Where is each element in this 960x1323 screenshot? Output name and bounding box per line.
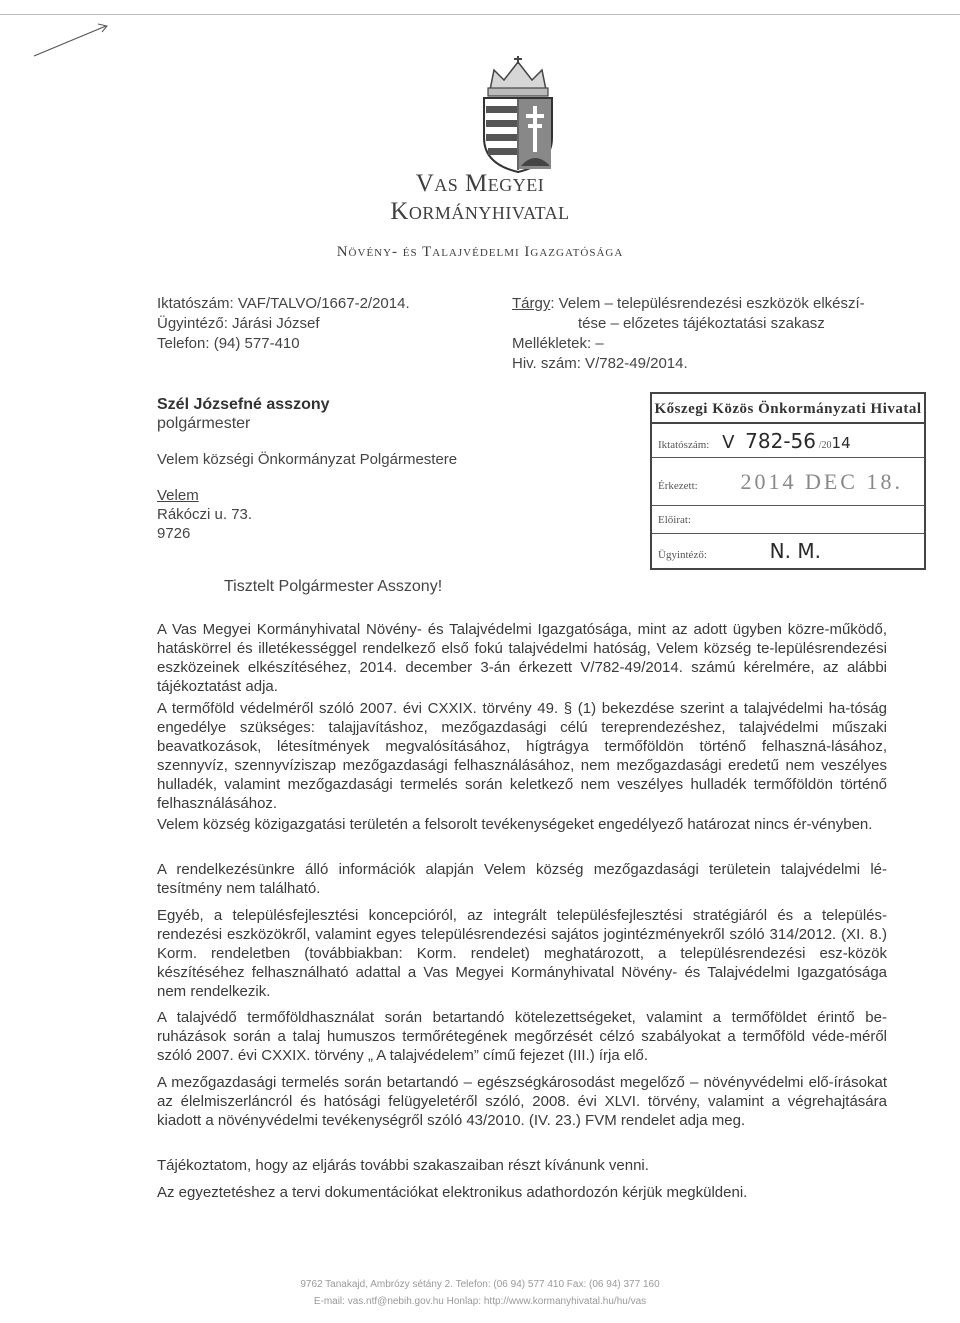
addressee-office: Velem községi Önkormányzat Polgármestere: [157, 451, 458, 468]
paragraph-2: A termőföld védelméről szóló 2007. évi CXXIX. törvény 49. § (1) bekezdése szerint a talajvédelmi ha-tóság engedélye szükséges: talajjavításhoz, mezőgazdasági célú tereprendezéshez, talajvédelmi műszaki beavatkozások, létesítmények megvalósításához, hígtrágya termőföldön történő felhaszná-lásához, szennyvíz, szennyvíziszap mezőgazdasági felhasználásához, nem mezőgazdasági eredetű nem veszélyes hulladék, valamint mezőgazdasági termelés során keletkező nem veszélyes hulladék termőföldön történő felhasználásához.: [157, 700, 887, 812]
paragraph-8: Tájékoztatom, hogy az eljárás további szakaszaiban részt kívánunk venni.: [157, 1157, 649, 1174]
salutation: Tisztelt Polgármester Asszony!: [224, 578, 443, 595]
telefon: Telefon: (94) 577-410: [157, 335, 300, 352]
paragraph-6: A talajvédő termőföldhasználat során betartandó kötelezettségeket, valamint a termőföldet érintő be-ruházások során a talaj humuszos termőrétegének megőrzését célzó szabályokat a termőföld véde-méről szóló 2007. évi CXXIX. törvény „ A talajvédelem” című fejezet (III.) írja elő.: [157, 1009, 887, 1064]
paragraph-1: A Vas Megyei Kormányhivatal Növény- és Talajvédelmi Igazgatósága, mint az adott ügyben közre-működő, hatáskörrel és illetékességgel rendelkező első fokú talajvédelmi hatóság, Velem község te-lepülésrendezési eszközeinek elkészítéséhez, 2014. december 3-án érkezett V/782-49/2014. számú kérelmére, az alábbi tájékoztatást adja.: [157, 621, 887, 695]
stamp-row-erkezett: [652, 458, 924, 506]
stamp-iktatoszam-year: /20: [818, 440, 832, 451]
stamp-title: Kőszegi Közös Önkormányzati Hivatal: [652, 394, 924, 424]
paragraph-7: A mezőgazdasági termelés során betartandó – egészségkárosodást megelőző – növényvédelmi elő-írásokat az élelmiszerláncról és hatósági felügyeletéről szóló, 2008. évi XLVI. törvény, valamint a végrehajtására kiadott a növényvédelmi tevékenységről szóló 43/2010. (IV. 23.) FVM rendelet adja meg.: [157, 1074, 887, 1129]
paragraph-5: Egyéb, a településfejlesztési koncepcióról, az integrált településfejlesztési stratégiáról és a település-rendezési eszközökről, valamint egyes településrendezési sajátos jogintézményekről szóló 314/2012. (XI. 8.) Korm. rendeletben (továbbiakban: Korm. rendelet) meghatározott, a településrendezési esz-közök készítéséhez felhasználható adattal a Vas Megyei Kormányhivatal Növény- és Talajvédelmi Igazgatósága nem rendelkezik.: [157, 907, 887, 1000]
ugyintezo: Ügyintéző: Járási József: [157, 315, 320, 332]
stamp-erkezett-date: 2014 DEC 18.: [740, 469, 903, 494]
stamp-iktatoszam-year-hand: 14: [831, 434, 851, 452]
top-edge-rule: [0, 14, 960, 15]
subject-block: [512, 294, 912, 374]
attachments: Mellékletek: –: [512, 335, 604, 352]
addressee-block: [157, 395, 457, 543]
stamp-erkezett-label: Érkezett:: [658, 480, 698, 492]
reference-number: Hiv. szám: V/782-49/2014.: [512, 355, 688, 372]
org-name-line1: Vas Megyei: [415, 170, 545, 197]
stamp-iktatoszam-value: 782-56: [745, 429, 816, 453]
addressee-zip: 9726: [157, 525, 191, 542]
subject-line1: : Velem – településrendezési eszközök elkészí-: [550, 295, 865, 312]
paragraph-4: A rendelkezésünkre álló információk alapján Velem község mezőgazdasági területein talajvédelmi lé-tesítmény nem található.: [157, 861, 887, 897]
footer-address: 9762 Tanakajd, Ambrózy sétány 2. Telefon: (06 94) 577 410 Fax: (06 94) 377 160: [300, 1279, 660, 1290]
stamp-row-eloirat: [652, 506, 924, 534]
addressee-name: Szél Józsefné asszony: [157, 396, 330, 413]
addressee-title: polgármester: [157, 415, 251, 432]
subject-label: Tárgy: [512, 295, 551, 312]
stamp-eloirat-label: Előirat:: [658, 514, 691, 526]
stamp-ugyintezo-label: Ügyintéző:: [658, 549, 707, 561]
department-name: Növény- és Talajvédelmi Igazgatósága: [336, 244, 624, 260]
hungarian-coat-of-arms-icon: [474, 56, 562, 174]
registration-stamp: [650, 392, 926, 570]
paragraph-9: Az egyeztetéshez a tervi dokumentációkat elektronikus adathordozón kérjük megküldeni.: [157, 1184, 748, 1201]
stamp-row-iktatoszam: [652, 424, 924, 458]
stamp-ugyintezo-value: N. M.: [769, 539, 821, 563]
pen-stroke-mark: [30, 20, 110, 60]
footer-contact: E-mail: vas.ntf@nebih.gov.hu Honlap: http://www.kormanyhivatal.hu/hu/vas: [313, 1296, 647, 1307]
stamp-row-ugyintezo: [652, 534, 924, 568]
stamp-iktatoszam-prefix: V: [722, 432, 735, 453]
org-name-line2: Kormányhivatal: [390, 198, 570, 225]
subject-line2: tése – előzetes tájékoztatási szakasz: [578, 315, 825, 332]
addressee-city: Velem: [157, 487, 199, 504]
addressee-street: Rákóczi u. 73.: [157, 506, 253, 523]
iktatoszam: Iktatószám: VAF/TALVO/1667-2/2014.: [157, 295, 410, 312]
paragraph-3: Velem község közigazgatási területén a felsorolt tevékenységeket engedélyező határozat nincs ér-vényben.: [157, 816, 873, 833]
stamp-iktatoszam-label: Iktatószám:: [658, 439, 710, 451]
reference-block: [157, 294, 410, 354]
